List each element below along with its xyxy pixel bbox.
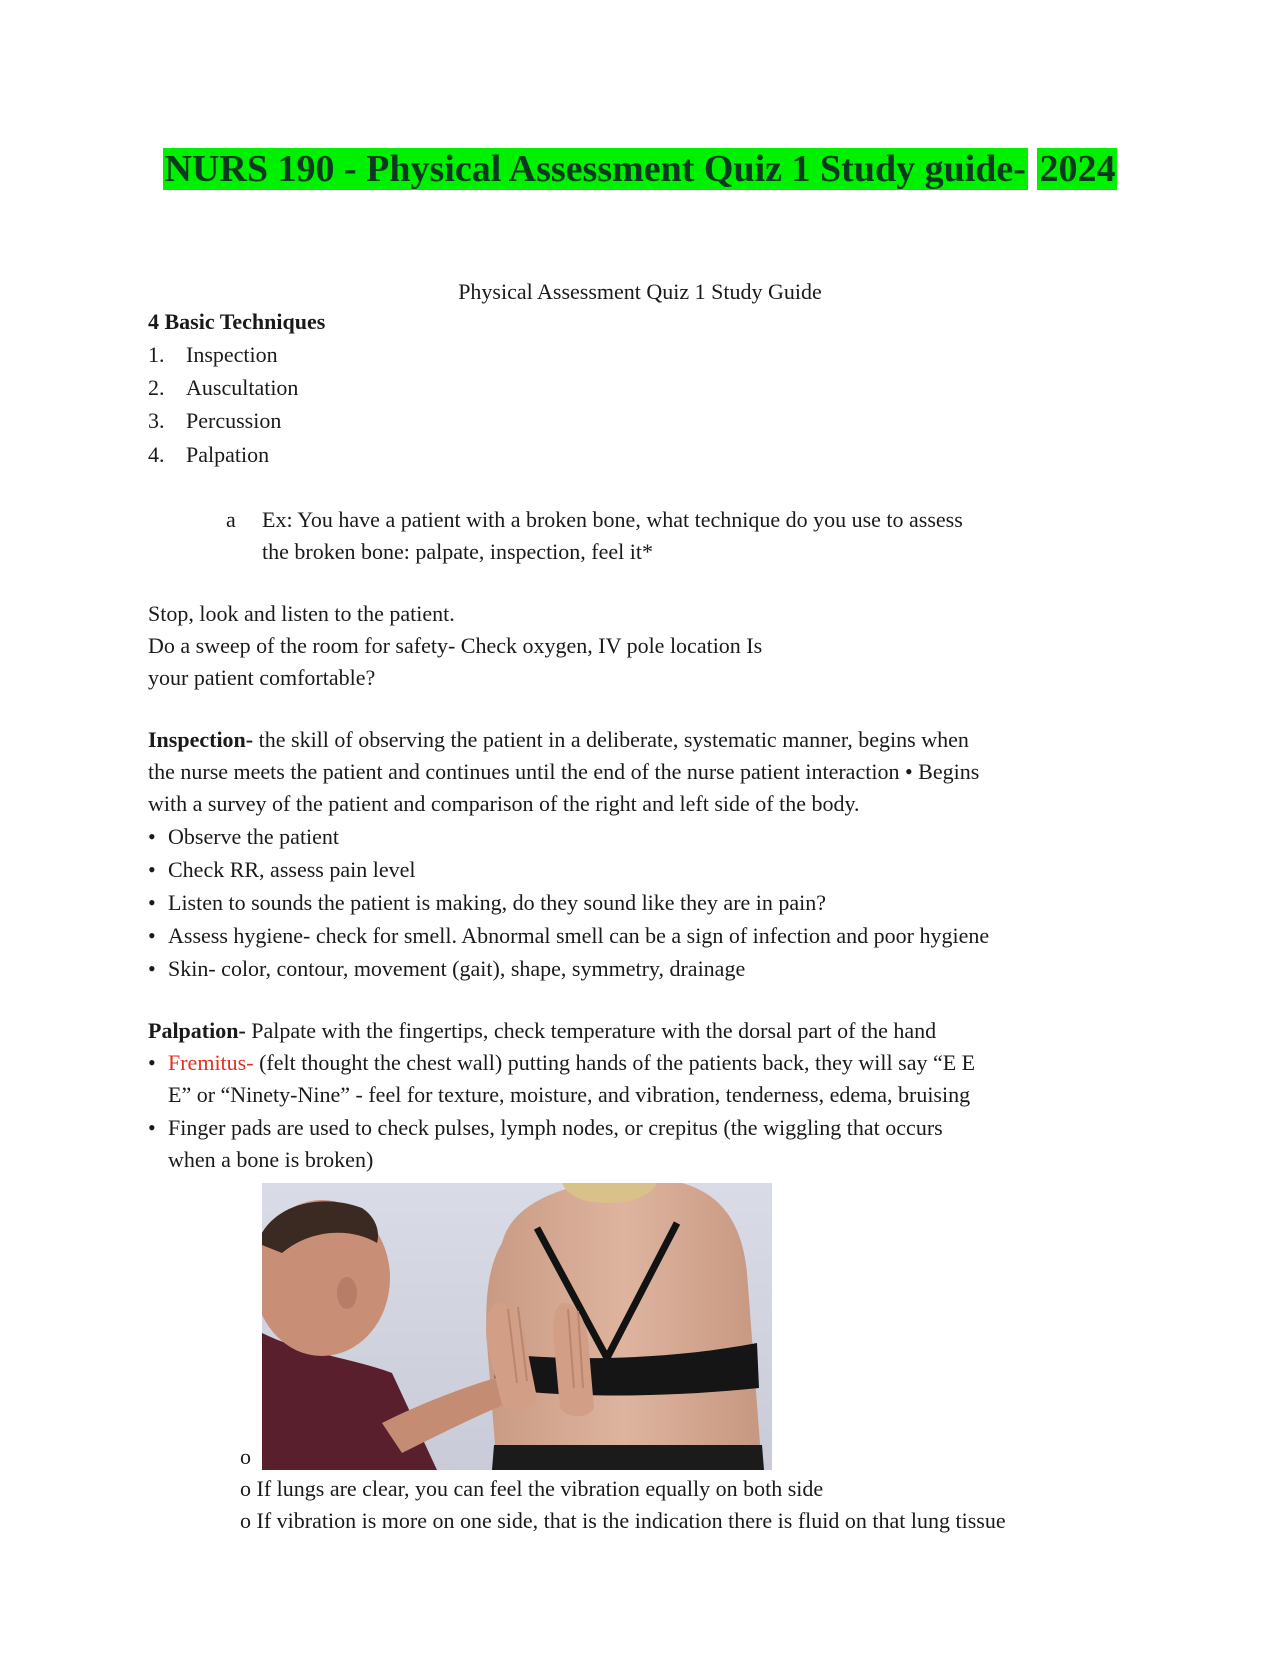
fremitus-photo: [262, 1183, 772, 1470]
bullet-symbol: •: [148, 1050, 156, 1075]
inspection-paragraph-line: with a survey of the patient and comparison of the right and left side of the body.: [148, 791, 860, 816]
list-item: Palpation: [186, 442, 270, 467]
fremitus-line: [168, 1050, 975, 1076]
subtitle: Physical Assessment Quiz 1 Study Guide: [458, 279, 822, 304]
inspection-bullet: Skin- color, contour, movement (gait), shape, symmetry, drainage: [168, 956, 746, 981]
inspection-bullet: Assess hygiene- check for smell. Abnormal smell can be a sign of infection and poor hygiene: [168, 923, 990, 948]
fremitus-text: (felt thought the chest wall) putting hands of the patients back, they will say “E E: [253, 1050, 976, 1075]
inspection-bullet: Check RR, assess pain level: [168, 857, 416, 882]
bullet-symbol: •: [148, 956, 156, 981]
document-title: [0, 146, 1280, 192]
sub-bullet-marker: o: [240, 1444, 251, 1469]
list-item: Percussion: [186, 408, 282, 433]
inspection-bullet: Observe the patient: [168, 824, 340, 849]
safety-line: Do a sweep of the room for safety- Check oxygen, IV pole location Is: [148, 633, 763, 658]
inspection-paragraph-line: [148, 727, 969, 753]
bullet-symbol: •: [148, 890, 156, 915]
finger-pads-line: when a bone is broken): [168, 1147, 374, 1172]
safety-line: Stop, look and listen to the patient.: [148, 601, 455, 626]
list-item-number: 3.: [148, 408, 165, 433]
example-marker: a: [226, 507, 236, 532]
palpation-intro: Palpate with the fingertips, check temperature with the dorsal part of the hand: [245, 1018, 937, 1043]
techniques-heading: 4 Basic Techniques: [148, 309, 326, 334]
list-item: Auscultation: [186, 375, 299, 400]
palpation-term: Palpation-: [148, 1018, 246, 1043]
list-item-number: 2.: [148, 375, 165, 400]
sub-bullet-item: o If lungs are clear, you can feel the vibration equally on both side: [240, 1476, 824, 1501]
bullet-symbol: •: [148, 1115, 156, 1140]
bullet-symbol: •: [148, 923, 156, 948]
list-item: Inspection: [186, 342, 278, 367]
fremitus-illustration: [262, 1183, 772, 1470]
fremitus-line: E” or “Ninety-Nine” - feel for texture, moisture, and vibration, tenderness, edema, bruising: [168, 1082, 971, 1107]
finger-pads-line: Finger pads are used to check pulses, lymph nodes, or crepitus (the wiggling that occurs: [168, 1115, 943, 1140]
sub-bullet-item: o If vibration is more on one side, that is the indication there is fluid on that lung tissue: [240, 1508, 1006, 1533]
inspection-term: Inspection-: [148, 727, 254, 752]
example-line: Ex: You have a patient with a broken bone, what technique do you use to assess: [262, 507, 963, 532]
title-main: NURS 190 - Physical Assessment Quiz 1 Study guide-: [164, 148, 1026, 190]
bullet-symbol: •: [148, 824, 156, 849]
palpation-paragraph-line: [148, 1018, 936, 1044]
list-item-number: 4.: [148, 442, 165, 467]
example-line: the broken bone: palpate, inspection, feel it*: [262, 539, 653, 564]
bullet-symbol: •: [148, 857, 156, 882]
fremitus-term: Fremitus-: [168, 1050, 254, 1075]
inspection-paragraph-line: the nurse meets the patient and continues until the end of the nurse patient interaction • Begins: [148, 759, 980, 784]
list-item-number: 1.: [148, 342, 165, 367]
inspection-definition: the skill of observing the patient in a deliberate, systematic manner, begins when: [253, 727, 969, 752]
title-year: 2024: [1039, 148, 1116, 190]
safety-line: your patient comfortable?: [148, 665, 376, 690]
inspection-bullet: Listen to sounds the patient is making, do they sound like they are in pain?: [168, 890, 827, 915]
